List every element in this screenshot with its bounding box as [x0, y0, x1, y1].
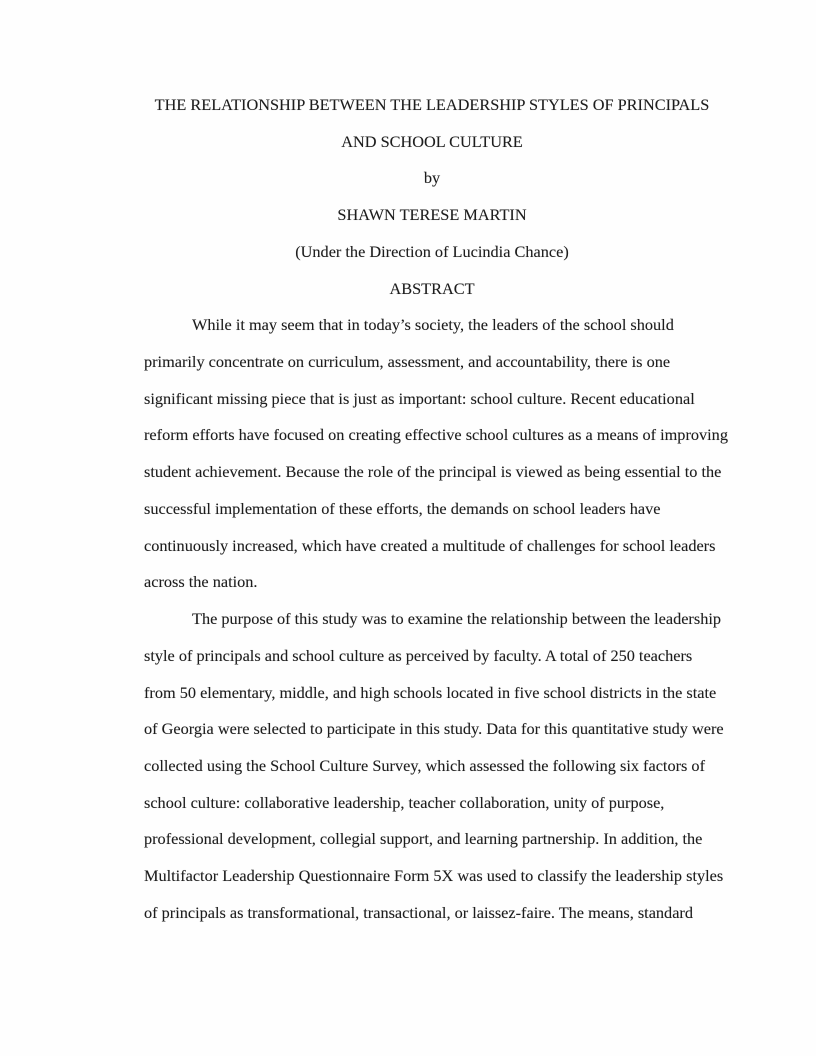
title-line-2: AND SCHOOL CULTURE [341, 131, 523, 151]
paragraph-line: The purpose of this study was to examine the relationship between the leadership [192, 609, 721, 629]
text-column [144, 87, 728, 932]
direction-note: (Under the Direction of Lucindia Chance) [295, 241, 569, 261]
title-line-1: THE RELATIONSHIP BETWEEN THE LEADERSHIP STYLES OF PRINCIPALS [154, 95, 710, 114]
paragraph-line: professional development, collegial support, and learning partnership. In addition, the [144, 829, 703, 849]
paragraph-line: Multifactor Leadership Questionnaire Form 5X was used to classify the leadership styles [144, 866, 724, 886]
author-name: SHAWN TERESE MARTIN [337, 205, 527, 225]
paragraph-line: school culture: collaborative leadership, teacher collaboration, unity of purpose, [144, 792, 665, 812]
paragraph-line: reform efforts have focused on creating effective school cultures as a means of improving [144, 425, 728, 445]
paragraph-line: While it may seem that in today’s society, the leaders of the school should [192, 315, 674, 335]
paragraph-line: significant missing piece that is just as important: school culture. Recent educational [144, 388, 695, 408]
byline: by [423, 168, 441, 188]
paragraph-line: from 50 elementary, middle, and high schools located in five school districts in the state [144, 682, 717, 702]
paragraph-line: collected using the School Culture Survey, which assessed the following six factors of [144, 755, 705, 775]
paragraph-line: of Georgia were selected to participate in this study. Data for this quantitative study were [144, 719, 724, 739]
paragraph-line: across the nation. [144, 572, 258, 592]
paragraph-line: continuously increased, which have created a multitude of challenges for school leaders [144, 535, 716, 555]
paragraph-line: student achievement. Because the role of the principal is viewed as being essential to the [144, 462, 722, 482]
paragraph-line: of principals as transformational, transactional, or laissez-faire. The means, standard [144, 902, 693, 922]
paragraph-line: successful implementation of these efforts, the demands on school leaders have [144, 498, 661, 518]
abstract-heading: ABSTRACT [389, 278, 475, 298]
paragraph-line: style of principals and school culture as perceived by faculty. A total of 250 teachers [144, 645, 693, 665]
paragraph-line: primarily concentrate on curriculum, assessment, and accountability, there is one [144, 352, 671, 372]
